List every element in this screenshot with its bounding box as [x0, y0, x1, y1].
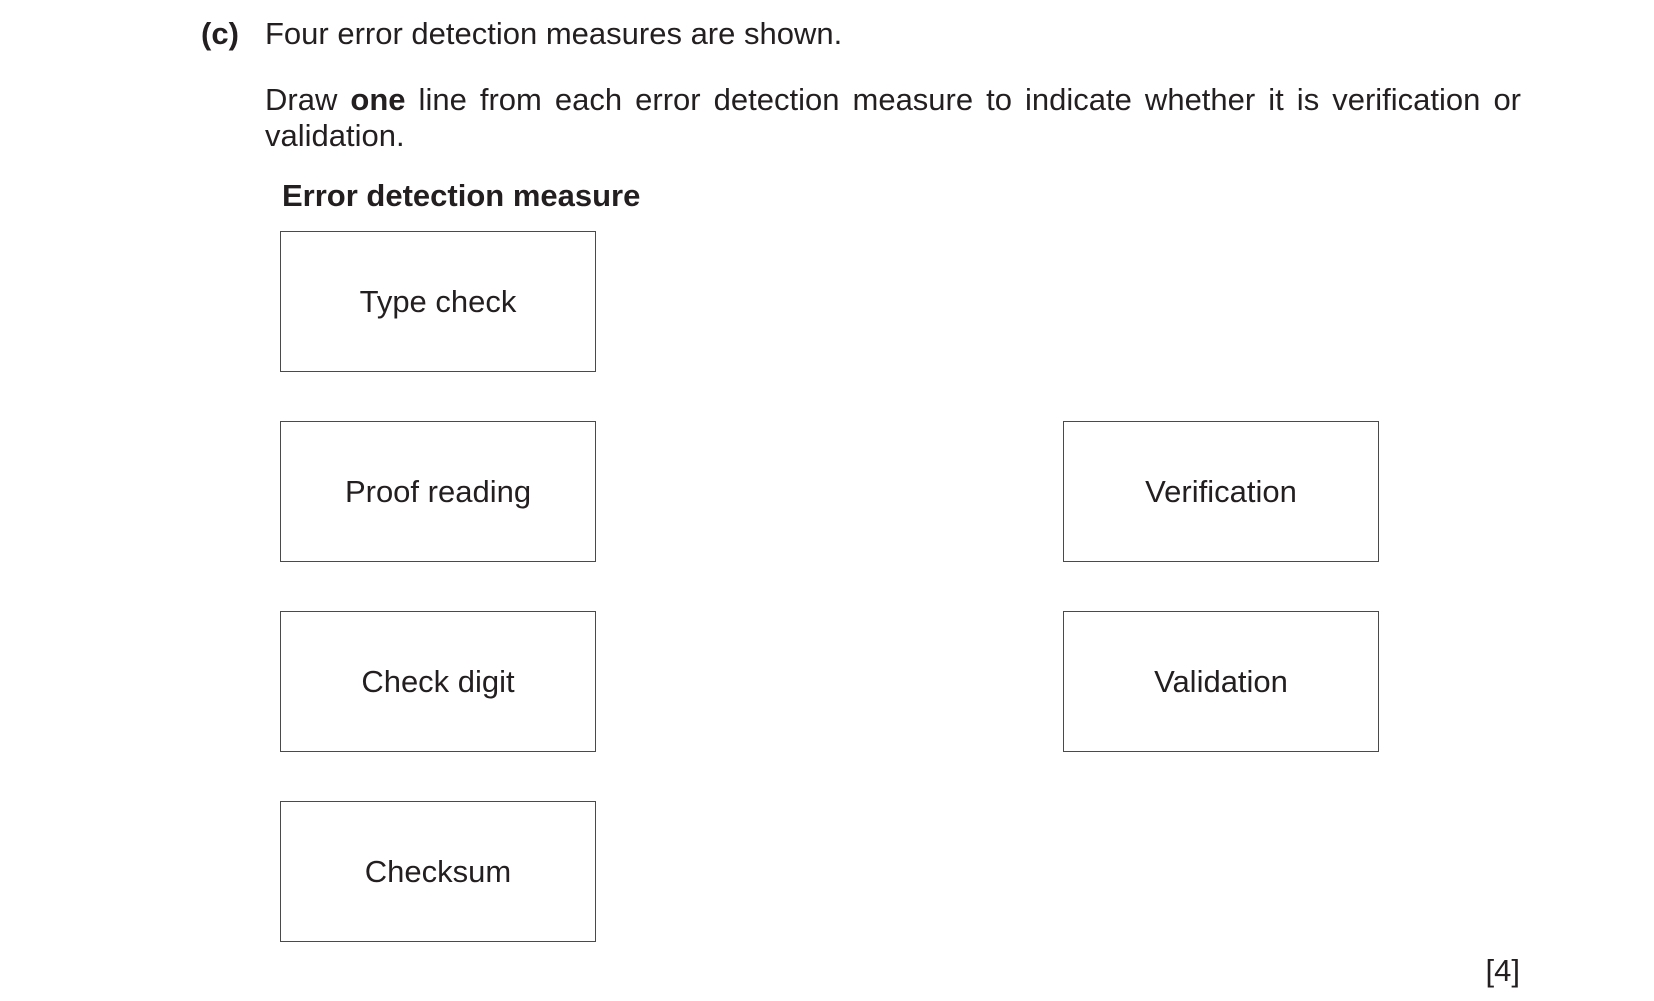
measure-box-proof-reading[interactable]: Proof reading — [280, 421, 596, 562]
measure-box-check-digit[interactable]: Check digit — [280, 611, 596, 752]
measure-box-type-check[interactable]: Type check — [280, 231, 596, 372]
question-part-label: (c) — [201, 16, 239, 51]
measure-box-checksum[interactable]: Checksum — [280, 801, 596, 942]
instruction-after: line from each error detection measure to indicate whether it is verification or validation. — [265, 82, 1522, 153]
question-stem: Four error detection measures are shown. — [265, 16, 843, 51]
instruction-text — [265, 82, 1521, 154]
category-box-verification[interactable]: Verification — [1063, 421, 1379, 562]
category-box-validation[interactable]: Validation — [1063, 611, 1379, 752]
marks-allocation: [4] — [1485, 953, 1520, 988]
instruction-before: Draw — [265, 82, 351, 117]
instruction-bold: one — [350, 82, 406, 117]
column-heading: Error detection measure — [282, 178, 641, 213]
